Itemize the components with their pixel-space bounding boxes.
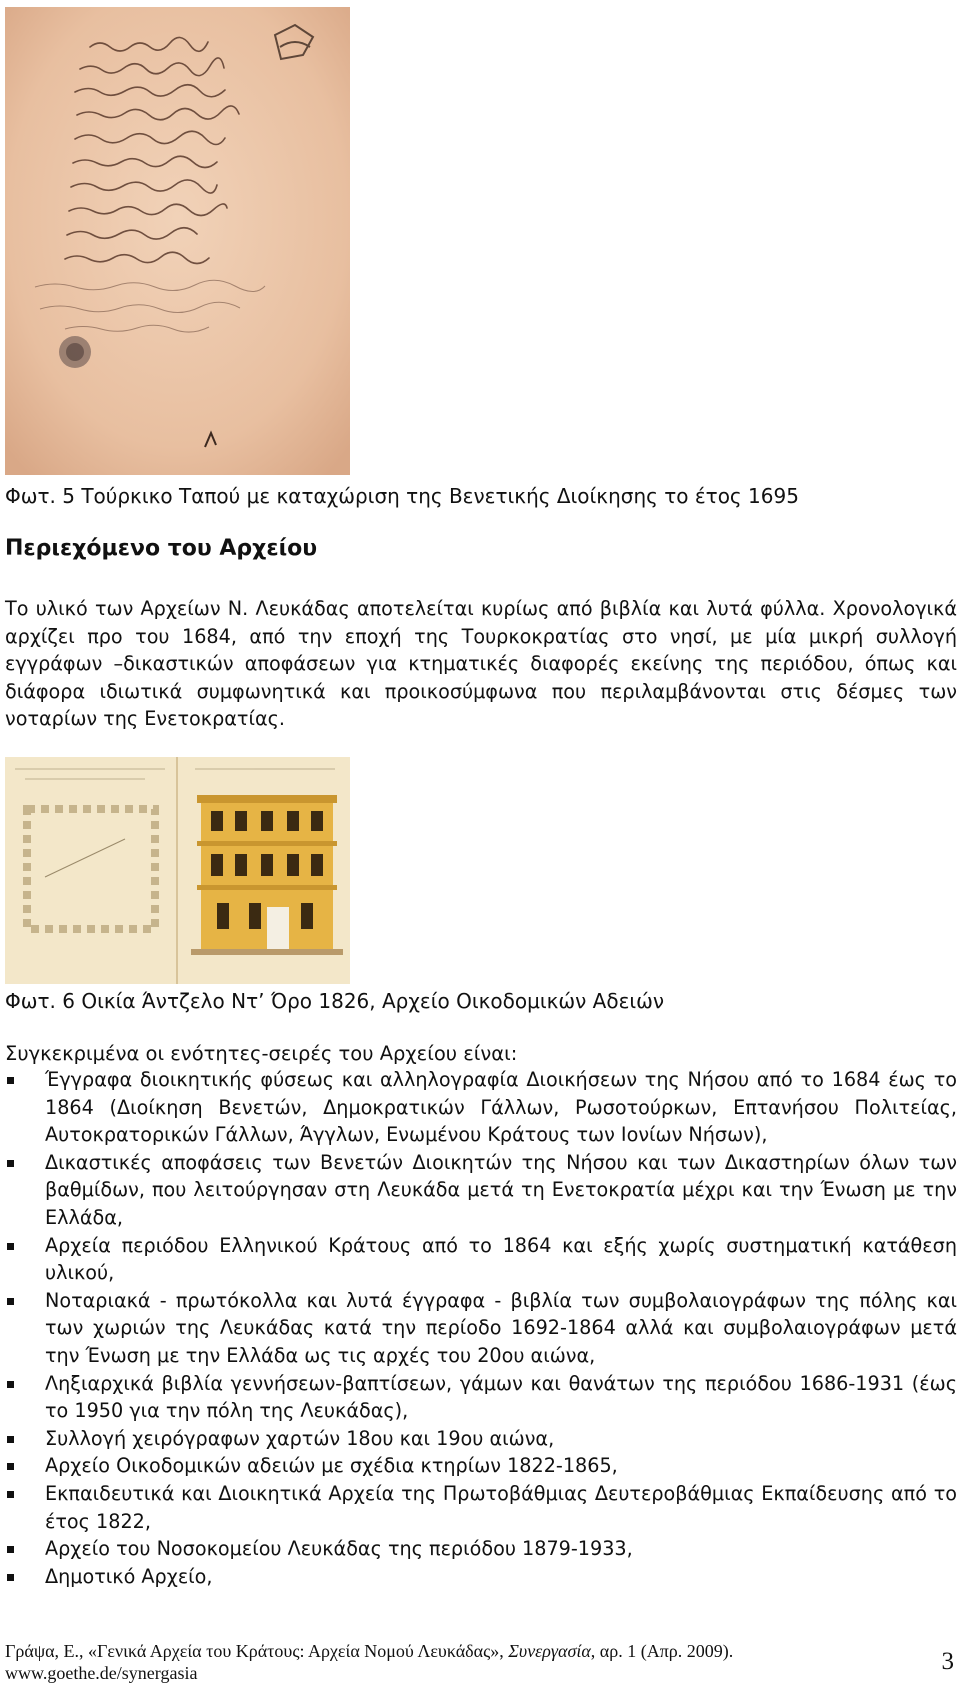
list-item: Εκπαιδευτικά και Διοικητικά Αρχεία της Πρωτοβάθμιας Δευτεροβάθμιας Εκπαίδευσης από το έτος 1822,	[5, 1480, 957, 1535]
bullet-icon	[7, 1546, 14, 1553]
bullet-icon	[7, 1243, 14, 1250]
bullet-icon	[7, 1381, 14, 1388]
section-paragraph: Το υλικό των Αρχείων Ν. Λευκάδας αποτελείται κυρίως από βιβλία και λυτά φύλλα. Χρονολογικά αρχίζει προ του 1684, από την εποχή της Τουρκοκρατίας στο νησί, με μία μικρή συλλογή εγγράφων –δικαστικών αποφάσεων για κτηματικές διαφορές εκείνης της περιόδου, όπως και διάφορα ιδιωτικά συμφωνητικά και προικοσύμφωνα που περιλαμβάνονται στις δέσμες των νοταρίων της Ενετοκρατίας.	[5, 597, 957, 730]
list-item: Αρχεία περιόδου Ελληνικού Κράτους από το 1864 και εξής χωρίς συστηματική κατάθεση υλικού,	[5, 1232, 957, 1287]
bullet-icon	[7, 1077, 14, 1084]
list-item: Ληξιαρχικά βιβλία γεννήσεων-βαπτίσεων, γάμων και θανάτων της περιόδου 1686-1931 (έως το 1950 για την πόλη της Λευκάδας),	[5, 1370, 957, 1425]
bullet-icon	[7, 1298, 14, 1305]
bullet-icon	[7, 1574, 14, 1581]
page-number: 3	[941, 1648, 954, 1675]
list-item: Δικαστικές αποφάσεις των Βενετών Διοικητών της Νήσου και των Δικαστηρίων όλων των βαθμίδων, που λειτούργησαν στη Λευκάδα μετά τη Ενετοκρατία μέχρι και την Ένωση με την Ελλάδα,	[5, 1149, 957, 1232]
section-heading: Περιεχόμενο του Αρχείου	[5, 536, 318, 561]
bullet-icon	[7, 1491, 14, 1498]
bullet-icon	[7, 1436, 14, 1443]
photo2-caption: Φωτ. 6 Οικία Άντζελο Ντ’ Όρο 1826, Αρχείο Οικοδομικών Αδειών	[5, 989, 665, 1013]
bullet-icon	[7, 1463, 14, 1470]
journal-name: Συνεργασία	[508, 1641, 591, 1661]
photo1-caption: Φωτ. 5 Τούρκικο Ταπού με καταχώριση της Βενετικής Διοίκησης το έτος 1695	[5, 484, 799, 508]
footer-url[interactable]: www.goethe.de/synergasia	[5, 1663, 198, 1683]
series-list	[5, 1066, 957, 1590]
list-item: Συλλογή χειρόγραφων χαρτών 18ου και 19ου αιώνα,	[5, 1425, 957, 1453]
list-item: Αρχείο Οικοδομικών αδειών με σχέδια κτηρίων 1822-1865,	[5, 1452, 957, 1480]
series-intro: Συγκεκριμένα οι ενότητες-σειρές του Αρχείου είναι:	[5, 1042, 518, 1065]
list-item: Δημοτικό Αρχείο,	[5, 1563, 957, 1591]
list-item: Αρχείο του Νοσοκομείου Λευκάδας της περιόδου 1879-1933,	[5, 1535, 957, 1563]
photo-building-plan	[5, 757, 350, 984]
footer-citation: Γράψα, Ε., «Γενικά Αρχεία του Κράτους: Αρχεία Νομού Λευκάδας», Συνεργασία, αρ. 1 (Απρ. 2009). www.goethe.de/synergasia	[5, 1641, 734, 1683]
list-item: Έγγραφα διοικητικής φύσεως και αλληλογραφία Διοικήσεων της Νήσου από το 1684 έως το 1864 (Διοίκηση Βενετών, Δημοκρατικών Γάλλων, Ρωσοτούρκων, Επτανήσου Πολιτείας, Αυτοκρατορικών Γάλλων, Άγγλων, Ενωμένου Κράτους των Ιονίων Νήσων),	[5, 1066, 957, 1149]
photo-turkish-deed	[5, 7, 350, 475]
list-item: Νοταριακά - πρωτόκολλα και λυτά έγγραφα - βιβλία των συμβολαιογράφων της πόλης και των χωριών της Λευκάδας κατά την περίοδο 1692-1864 αλλά και συμβολαιογράφων μετά την Ένωση με την Ελλάδα ως τις αρχές του 20ου αιώνα,	[5, 1287, 957, 1370]
bullet-icon	[7, 1160, 14, 1167]
